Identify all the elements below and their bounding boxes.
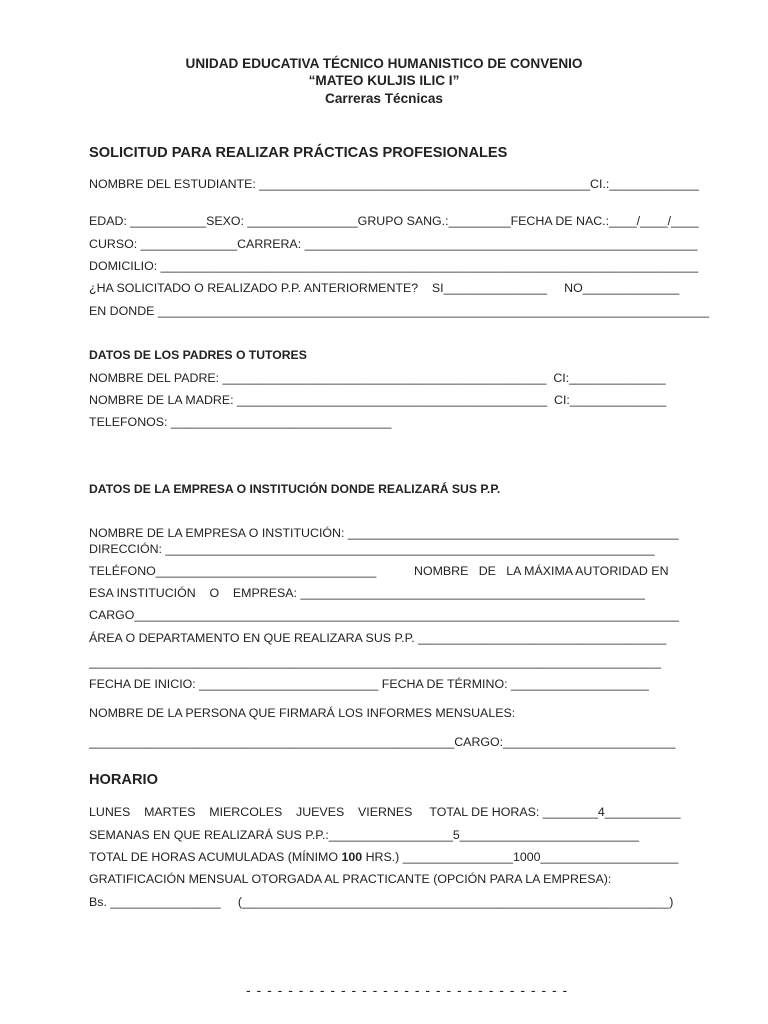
student-address-field[interactable]: DOMICILIO: ______________________________________________________________________________ (89, 259, 699, 273)
authority-position-field[interactable]: CARGO_______________________________________________________________________________ (89, 608, 679, 622)
authority-label: NOMBRE DE LA MÁXIMA AUTORIDAD EN (414, 564, 669, 578)
company-address-field[interactable]: DIRECCIÓN: _______________________________________________________________________ (89, 542, 655, 556)
phones-field[interactable]: TELEFONOS: ________________________________ (89, 415, 392, 429)
authority-name-field[interactable]: ESA INSTITUCIÓN O EMPRESA: __________________________________________________ (89, 586, 645, 600)
company-name-field[interactable]: NOMBRE DE LA EMPRESA O INSTITUCIÓN: ________________________________________________ (89, 526, 679, 540)
total-hours-label: TOTAL DE HORAS ACUMULADAS (MÍNIMO (89, 850, 342, 864)
father-name-field[interactable]: NOMBRE DEL PADRE: _______________________________________________ CI:______________ (89, 371, 666, 385)
parents-heading: DATOS DE LOS PADRES O TUTORES (89, 348, 307, 362)
department-field[interactable]: ÁREA O DEPARTAMENTO EN QUE REALIZARA SUS P.P. ____________________________________ (89, 631, 667, 645)
previous-practice-where-field[interactable]: EN DONDE ________________________________________________________________________________ (89, 304, 710, 318)
school-name: UNIDAD EDUCATIVA TÉCNICO HUMANISTICO DE CONVENIO (185, 56, 583, 71)
company-phone-field[interactable]: TELÉFONO________________________________ (89, 564, 377, 578)
weekdays-hours-field[interactable]: LUNES MARTES MIERCOLES JUEVES VIERNES TOTAL DE HORAS: ________4___________ (89, 805, 681, 819)
minimum-hours-value: 100 (341, 850, 363, 864)
total-hours-field[interactable] (89, 850, 678, 864)
gratification-label: GRATIFICACIÓN MENSUAL OTORGADA AL PRACTICANTE (OPCIÓN PARA LA EMPRESA): (89, 872, 612, 886)
school-subname: “MATEO KULJIS ILIC I” (308, 73, 460, 88)
form-title: SOLICITUD PARA REALIZAR PRÁCTICAS PROFESIONALES (89, 145, 508, 161)
schedule-heading: HORARIO (89, 772, 158, 788)
student-course-field[interactable]: CURSO: ______________CARRERA: _________________________________________________________ (89, 237, 698, 251)
previous-practice-field[interactable]: ¿HA SOLICITADO O REALIZADO P.P. ANTERIORMENTE? SI_______________ NO______________ (89, 281, 680, 295)
total-hours-value: HRS.) ________________1000____________________ (362, 850, 679, 864)
report-signer-label: NOMBRE DE LA PERSONA QUE FIRMARÁ LOS INFORMES MENSUALES: (89, 706, 516, 720)
student-name-field[interactable]: NOMBRE DEL ESTUDIANTE: ________________________________________________CI.:_____________ (89, 177, 699, 191)
careers-subtitle: Carreras Técnicas (325, 91, 443, 106)
department-continuation-line[interactable]: ___________________________________________________________________________________ (89, 655, 661, 669)
company-heading: DATOS DE LA EMPRESA O INSTITUCIÓN DONDE REALIZARÁ SUS P.P. (89, 482, 501, 496)
student-age-sex-field[interactable]: EDAD: ___________SEXO: ________________GRUPO SANG.:_________FECHA DE NAC.:____/____/____ (89, 214, 699, 228)
mother-name-field[interactable]: NOMBRE DE LA MADRE: _____________________________________________ CI:______________ (89, 393, 667, 407)
report-signer-field[interactable]: _____________________________________________________CARGO:_________________________ (89, 735, 676, 749)
dates-field[interactable]: FECHA DE INICIO: __________________________ FECHA DE TÉRMINO: ____________________ (89, 677, 649, 691)
gratification-amount-field[interactable]: Bs. ________________ (______________________________________________________________) (89, 895, 674, 909)
weeks-field[interactable]: SEMANAS EN QUE REALIZARÁ SUS P.P.:__________________5__________________________ (89, 828, 639, 842)
signature-line: - - - - - - - - - - - - - - - - - - - - - - - - - - - - - - - (246, 982, 569, 998)
